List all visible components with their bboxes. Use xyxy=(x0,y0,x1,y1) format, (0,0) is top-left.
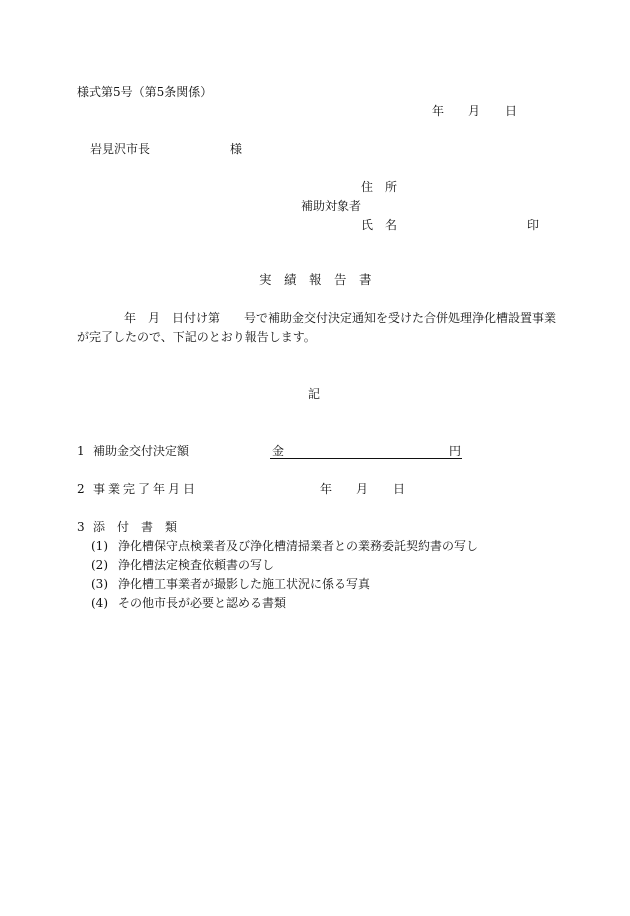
amount-underline xyxy=(270,458,462,459)
address-label: 住 所 xyxy=(361,180,398,194)
date-year-label: 年 xyxy=(432,104,445,118)
attachment-4-number: (4) xyxy=(91,596,108,610)
attachment-2-text: 浄化槽法定検査依頼書の写し xyxy=(118,558,275,572)
body-line-2: が完了したので、下記のとおり報告します。 xyxy=(77,330,316,344)
item2-day-label: 日 xyxy=(393,482,406,496)
item3-label: 添 付 書 類 xyxy=(93,520,178,534)
item2-year-label: 年 xyxy=(320,482,333,496)
addressee-city: 岩見沢市長 xyxy=(90,142,151,156)
addressee-honorific: 様 xyxy=(230,142,243,156)
item2-number: 2 xyxy=(77,482,85,496)
ki-heading: 記 xyxy=(308,387,321,401)
item1-suffix: 円 xyxy=(449,444,462,458)
attachment-1-number: (1) xyxy=(91,539,108,553)
date-month-label: 月 xyxy=(468,104,481,118)
attachment-3-text: 浄化槽工事業者が撮影した施工状況に係る写真 xyxy=(118,577,371,591)
item3-number: 3 xyxy=(77,520,85,534)
attachment-2-number: (2) xyxy=(91,558,108,572)
attachment-3-number: (3) xyxy=(91,577,108,591)
item1-prefix: 金 xyxy=(272,444,285,458)
applicant-role-label: 補助対象者 xyxy=(301,199,362,213)
document-title: 実 績 報 告 書 xyxy=(259,272,372,287)
attachment-4-text: その他市長が必要と認める書類 xyxy=(118,596,287,610)
attachment-1-text: 浄化槽保守点検業者及び浄化槽清掃業者との業務委託契約書の写し xyxy=(118,539,479,553)
item1-number: 1 xyxy=(77,444,85,458)
item2-label: 事業完了年月日 xyxy=(93,482,199,496)
item2-month-label: 月 xyxy=(356,482,369,496)
form-label: 様式第5号（第5条関係） xyxy=(77,85,213,99)
seal-mark: 印 xyxy=(527,218,540,232)
body-line-1: 年 月 日付け第 号で補助金交付決定通知を受けた合併処理浄化槽設置事業 xyxy=(124,311,557,325)
date-day-label: 日 xyxy=(505,104,518,118)
name-label: 氏 名 xyxy=(361,218,398,232)
item1-label: 補助金交付決定額 xyxy=(93,444,190,458)
